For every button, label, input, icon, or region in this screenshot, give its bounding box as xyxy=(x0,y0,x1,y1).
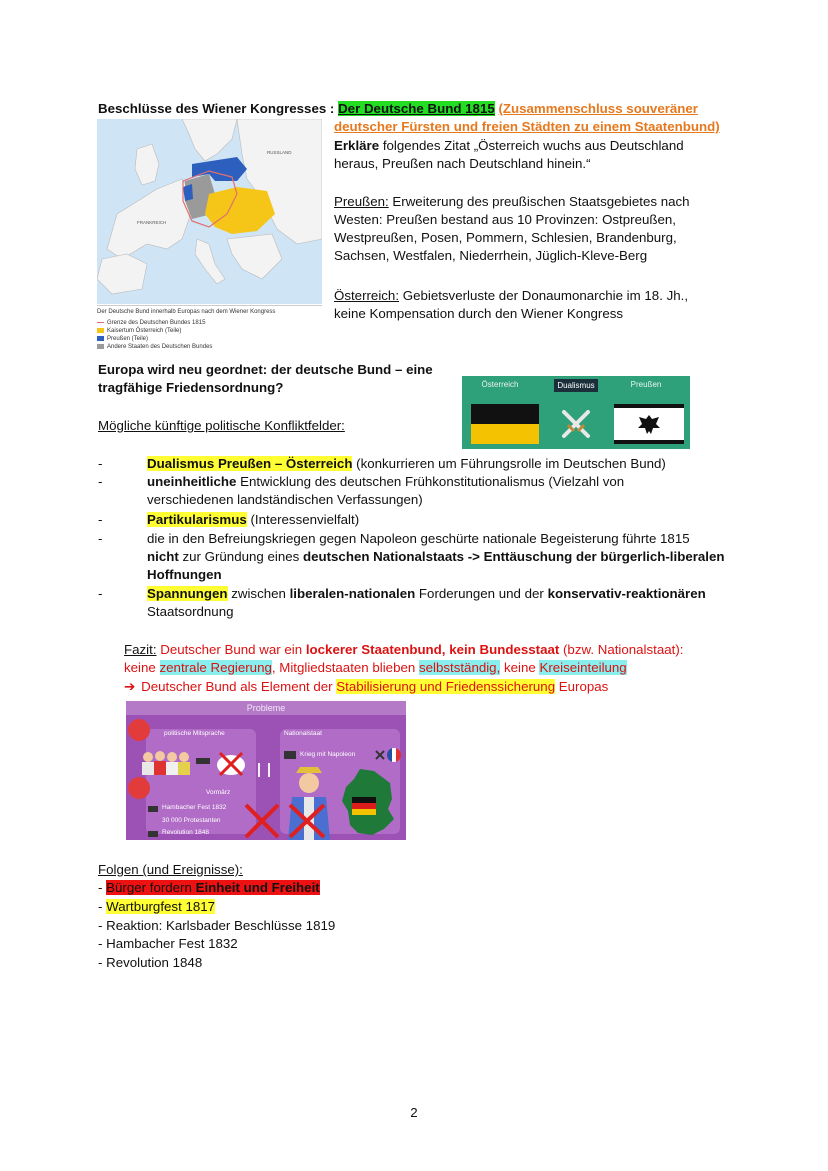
flag-label-preussen: Preußen xyxy=(630,380,662,389)
arrow-icon xyxy=(196,758,210,764)
fist-icon xyxy=(128,719,150,741)
task-text: folgendes Zitat „Österreich wuchs aus Deutschland xyxy=(382,138,684,153)
oesterreich-label: Österreich: xyxy=(334,288,400,303)
oesterreich-line2: keine Kompensation durch den Wiener Kongress xyxy=(334,306,624,321)
flags-graphic xyxy=(462,376,690,449)
map-caption: Der Deutsche Bund innerhalb Europas nach dem Wiener Kongress xyxy=(97,305,322,316)
conflict-item-partikularismus: Partikularismus (Interessenvielfalt) xyxy=(147,512,360,527)
col-label-mitsprache: politische Mitsprache xyxy=(164,730,225,737)
napoleon-figure-icon xyxy=(284,765,334,840)
oesterreich-text: Gebietsverluste der Donaumonarchie im 18. Jh., xyxy=(402,288,689,303)
fazit-line2: keine zentrale Regierung, Mitgliedstaaten blieben selbstständig, keine Kreiseinteilung xyxy=(124,660,627,675)
legend-label: Andere Staaten des Deutschen Bundes xyxy=(107,344,213,350)
map-legend xyxy=(97,319,322,351)
arrow-icon xyxy=(148,806,158,812)
task-line xyxy=(334,137,684,155)
list-dash: - xyxy=(98,512,103,527)
preussen-line3: Westpreußen, Posen, Pommern, Schlesien, Brandenburg, xyxy=(334,230,677,245)
chevron-icon xyxy=(284,751,296,759)
crossed-swords-icon xyxy=(558,406,594,442)
eagle-icon xyxy=(614,404,684,444)
folgen-item-wartburgfest: - Wartburgfest 1817 xyxy=(98,899,216,914)
map-legend-item xyxy=(97,335,322,343)
folgen-heading: Folgen (und Ereignisse): xyxy=(98,862,243,877)
arrow-icon: ➔ xyxy=(124,679,136,694)
section-heading: Beschlüsse des Wiener Kongresses : xyxy=(98,101,335,116)
list-dash: - xyxy=(98,586,103,601)
oesterreich-line xyxy=(334,287,688,305)
pause-icon xyxy=(258,763,270,777)
crossed-ballot-icon xyxy=(216,751,246,777)
legend-label: Grenze des Deutschen Bundes 1815 xyxy=(107,320,206,326)
europe-map xyxy=(97,119,322,304)
conflict-item-spannungen-line2: Staatsordnung xyxy=(147,604,234,619)
close-icon xyxy=(374,749,386,761)
preussen-line2: Westen: Preußen bestand aus 10 Provinzen: Ostpreußen, xyxy=(334,212,676,227)
section2-heading-line1: Europa wird neu geordnet: der deutsche Bund – eine xyxy=(98,362,433,377)
task-verb: Erkläre xyxy=(334,138,380,153)
legend-swatch xyxy=(97,344,104,349)
austria-flag xyxy=(471,404,539,444)
prussia-flag xyxy=(614,404,684,444)
folgen-item-hambach: - Hambacher Fest 1832 xyxy=(98,936,238,951)
preussen-line4: Sachsen, Westfalen, Niederrhein, Jüglich-Kleve-Berg xyxy=(334,248,648,263)
legend-label: Kaisertum Österreich (Teile) xyxy=(107,328,182,334)
red-cross-icon xyxy=(242,801,282,840)
fazit-line1: Fazit: Deutscher Bund war ein lockerer Staatenbund, kein Bundesstaat (bzw. Nationalstaat): xyxy=(124,642,684,657)
conflict-subheading: Mögliche künftige politische Konfliktfelder: xyxy=(98,418,345,433)
col-label-nationalstaat: Nationalstaat xyxy=(284,730,322,737)
french-flag-icon xyxy=(387,748,401,762)
preussen-line xyxy=(334,193,690,211)
legend-swatch xyxy=(97,322,104,323)
list-dash: - xyxy=(98,474,103,489)
folgen-item-karlsbad: - Reaktion: Karlsbader Beschlüsse 1819 xyxy=(98,918,336,933)
legend-swatch xyxy=(97,336,104,341)
preussen-label: Preußen: xyxy=(334,194,389,209)
list-dash: - xyxy=(98,456,103,471)
probleme-title: Probleme xyxy=(126,701,406,715)
krieg-label: Krieg mit Napoleon xyxy=(300,751,356,758)
task-line2: heraus, Preußen nach Deutschland hinein.“ xyxy=(334,156,591,171)
preussen-text: Erweiterung des preußischen Staatsgebietes nach xyxy=(392,194,690,209)
europe-map-figure xyxy=(97,119,322,349)
map-legend-item xyxy=(97,319,322,327)
list-dash: - xyxy=(98,531,103,546)
bund-definition: (Zusammenschluss souveräner xyxy=(498,101,698,116)
conflict-item-nationalstaat: die in den Befreiungskriegen gegen Napoleon geschürte nationale Begeisterung führte 1815 xyxy=(147,531,690,546)
arrow-icon xyxy=(148,831,158,837)
legend-label: Preußen (Teile) xyxy=(107,336,149,342)
flag-label-oesterreich: Österreich xyxy=(481,380,519,389)
deutscher-bund-title: Der Deutsche Bund 1815 xyxy=(338,101,495,116)
conflict-item-konstitutionalismus: uneinheitliche Entwicklung des deutschen Frühkonstitutionalismus (Vielzahl von xyxy=(147,474,625,489)
fazit-line3: ➔ Deutscher Bund als Element der Stabilisierung und Friedenssicherung Europas xyxy=(124,679,609,694)
conflict-item-nationalstaat-line3: Hoffnungen xyxy=(147,567,222,582)
conflict-item-konstitutionalismus-line2: verschiedenen landständischen Verfassungen) xyxy=(147,492,423,507)
section2-heading-line2: tragfähige Friedensordnung? xyxy=(98,380,284,395)
map-legend-item xyxy=(97,343,322,351)
conflict-item-spannungen: Spannungen zwischen liberalen-nationalen Forderungen und der konservativ-reaktionären xyxy=(147,586,706,601)
event-revolution: Revolution 1848 xyxy=(162,829,209,836)
section-heading-line xyxy=(98,100,698,118)
map-label-frankreich: FRANKREICH xyxy=(137,220,167,225)
germany-map-icon xyxy=(338,767,398,837)
map-legend-item xyxy=(97,327,322,335)
probleme-graphic xyxy=(126,701,406,840)
folgen-item-revolution: - Revolution 1848 xyxy=(98,955,203,970)
conflict-item-nationalstaat-line2: nicht zur Gründung eines deutschen Nationalstaats -> Enttäuschung der bürgerlich-liberalen xyxy=(147,549,725,564)
conflict-item-dualismus: Dualismus Preußen – Österreich (konkurrieren um Führungsrolle im Deutschen Bund) xyxy=(147,456,666,471)
legend-swatch xyxy=(97,328,104,333)
event-protestanten: 30 000 Protestanten xyxy=(162,817,221,824)
crowd-icon xyxy=(140,749,194,775)
event-hambach: Hambacher Fest 1832 xyxy=(162,804,227,811)
flag-label-dualismus: Dualismus xyxy=(554,379,598,392)
fist-icon xyxy=(128,777,150,799)
vormaerz-label: Vormärz xyxy=(206,789,231,796)
fazit-label: Fazit: xyxy=(124,642,157,657)
bund-definition-line2: deutscher Fürsten und freien Städten zu einem Staatenbund) xyxy=(334,119,720,134)
page-number: 2 xyxy=(410,1105,418,1120)
map-label-russland: RUSSLAND xyxy=(267,150,292,155)
folgen-item-buerger: - Bürger fordern Einheit und Freiheit xyxy=(98,880,320,895)
